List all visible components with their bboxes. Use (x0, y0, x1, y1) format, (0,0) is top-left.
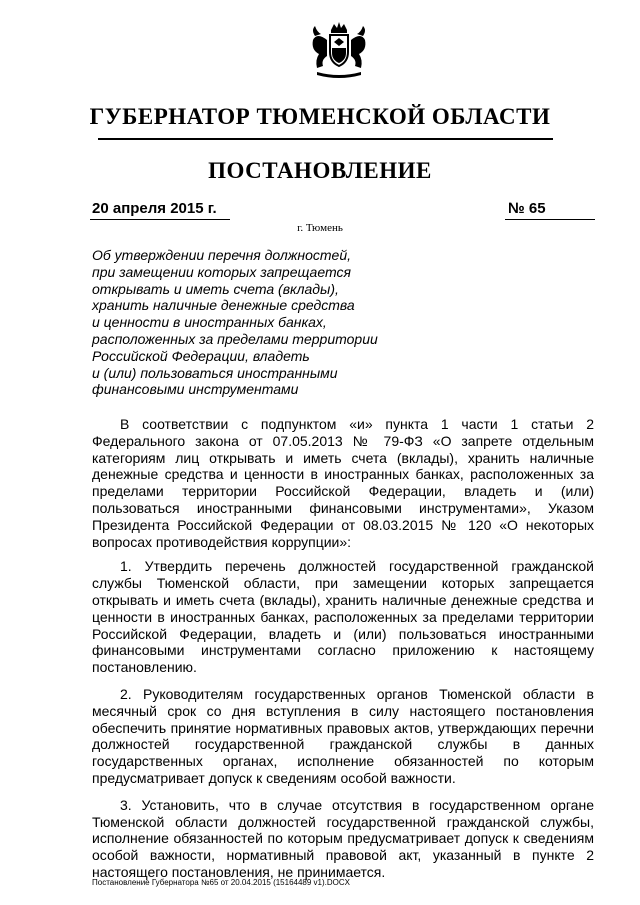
subject-line: при замещении которых запрещается (92, 263, 351, 280)
subject-line: и (или) пользоваться иностранными (92, 364, 338, 381)
document-type-heading: ПОСТАНОВЛЕНИЕ (208, 158, 432, 183)
clause-1-paragraph: 1. Утвердить перечень должностей государственной гражданской службы Тюменской области, при замещении которых запрещается открывать и иметь счета (вклады), хранить наличные денежные средства и ценности в иностранных банках, расположенных за пределами территории Российской Федерации, владеть и (или) пользоваться иностранными финансовыми инструментами согласно приложению к настоящему постановлению. (92, 558, 594, 676)
subject-line: финансовыми инструментами (92, 381, 299, 398)
clause-3-paragraph: 3. Установить, что в случае отсутствия в государственном органе Тюменской области должностей государственной гражданской службы, исполнение обязанностей по которым предусматривает допуск к сведениям особой важности, нормативный правовой акт, указанный в пункте 2 настоящего постановления, не принимается. (92, 796, 594, 880)
subject-line: расположенных за пределами территории (92, 330, 378, 347)
coat-of-arms-emblem (303, 20, 375, 80)
clause-2-paragraph: 2. Руководителям государственных органов Тюменской области в месячный срок со дня вступления в силу настоящего постановления обеспечить принятие нормативных правовых актов, утверждающих перечни должностей государственной гражданской службы в данных государственных органах, исполнение обязанностей по которым предусматривает допуск к сведениям особой важности. (92, 685, 594, 786)
document-city: г. Тюмень (297, 222, 343, 234)
title-underline (98, 138, 553, 140)
document-date: 20 апреля 2015 г. (92, 200, 217, 217)
subject-line: хранить наличные денежные средства (92, 297, 355, 314)
document-body (92, 416, 594, 891)
date-underline (90, 219, 230, 220)
subject-line: Российской Федерации, владеть (92, 347, 310, 364)
preamble-paragraph: В соответствии с подпунктом «и» пункта 1 части 1 статьи 2 Федерального закона от 07.05.2013 № 79-ФЗ «О запрете отдельным категориям лиц открывать и иметь счета (вклады), хранить наличные денежные средства и ценности в иностранных банках, расположенных за пределами территории Российской Федерации, владеть и (или) пользоваться иностранными финансовыми инструментами», Указом Президента Российской Федерации от 08.03.2015 № 120 «О некоторых вопросах противодействия коррупции»: (92, 416, 594, 550)
number-underline (505, 219, 595, 220)
subject-line: Об утверждении перечня должностей, (92, 247, 352, 263)
file-footer: Постановление Губернатора №65 от 20.04.2015 (15164489 v1).DOCX (92, 878, 350, 887)
subject-line: и ценности в иностранных банках, (92, 314, 327, 331)
document-number: № 65 (508, 200, 546, 217)
subject-line: открывать и иметь счета (вклады), (92, 280, 339, 297)
document-subject (92, 247, 392, 398)
governor-title: ГУБЕРНАТОР ТЮМЕНСКОЙ ОБЛАСТИ (89, 104, 551, 129)
